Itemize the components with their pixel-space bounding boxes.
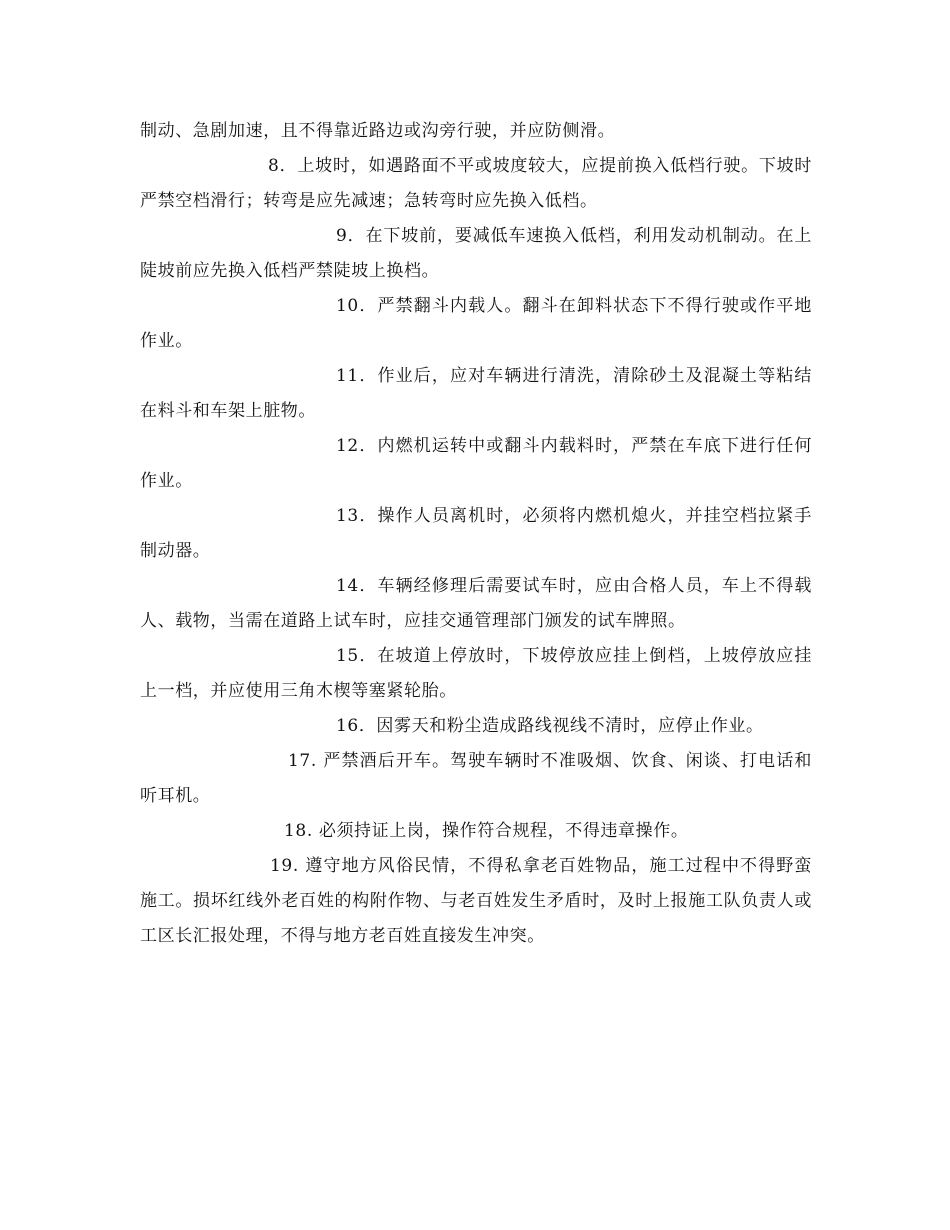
paragraph-item-16: 16．因雾天和粉尘造成路线视线不清时，应停止作业。	[336, 716, 764, 736]
paragraph-item-8: 8．上坡时，如遇路面不平或坡度较大，应提前换入低档行驶。下坡时严禁空档滑行；转弯是应先减速；急转弯时应先换入低档。	[140, 156, 812, 211]
paragraph-item-10: 10．严禁翻斗内载人。翻斗在卸料状态下不得行驶或作平地作业。	[140, 296, 812, 351]
paragraph-item-15: 15．在坡道上停放时，下坡停放应挂上倒档，上坡停放应挂上一档，并应使用三角木楔等塞紧轮胎。	[140, 646, 812, 701]
paragraph-item-17: 17. 严禁酒后开车。驾驶车辆时不准吸烟、饮食、闲谈、打电话和听耳机。	[140, 751, 812, 806]
paragraph-item-11: 11．作业后，应对车辆进行清洗，清除砂土及混凝土等粘结在料斗和车架上脏物。	[140, 366, 812, 421]
paragraph-item-14: 14．车辆经修理后需要试车时，应由合格人员，车上不得载人、载物，当需在道路上试车时，应挂交通管理部门颁发的试车牌照。	[140, 576, 812, 631]
paragraph-item-12: 12．内燃机运转中或翻斗内载料时，严禁在车底下进行任何作业。	[140, 436, 812, 491]
paragraph-item-13: 13．操作人员离机时，必须将内燃机熄火，并挂空档拉紧手制动器。	[140, 506, 812, 561]
document-body	[140, 114, 812, 954]
paragraph-continuation: 制动、急剧加速，且不得靠近路边或沟旁行驶，并应防侧滑。	[140, 121, 616, 141]
paragraph-item-9: 9．在下坡前，要减低车速换入低档，利用发动机制动。在上陡坡前应先换入低档严禁陡坡上换档。	[140, 226, 812, 281]
paragraph-item-18: 18. 必须持证上岗，操作符合规程，不得违章操作。	[284, 821, 689, 841]
paragraph-item-19: 19. 遵守地方风俗民情，不得私拿老百姓物品，施工过程中不得野蛮施工。损坏红线外老百姓的构附作物、与老百姓发生矛盾时，及时上报施工队负责人或工区长汇报处理，不得与地方老百姓直接发生冲突。	[140, 856, 812, 946]
